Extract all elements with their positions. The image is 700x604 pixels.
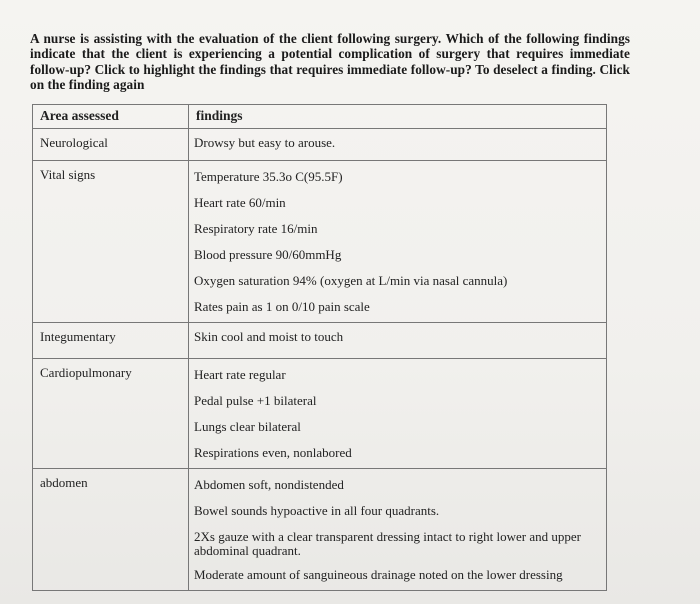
finding-item[interactable]: Skin cool and moist to touch [194,329,344,344]
finding-item[interactable]: Oxygen saturation 94% (oxygen at L/min via nasal cannula) [194,273,508,288]
finding-item[interactable]: Lungs clear bilateral [194,419,301,434]
findings-neurological [189,129,607,161]
findings-cardiopulmonary [189,359,607,469]
table-row [33,469,607,591]
finding-item[interactable]: Blood pressure 90/60mmHg [194,247,342,262]
table-row [33,323,607,359]
finding-item[interactable]: Temperature 35.3o C(95.5F) [194,169,343,184]
finding-item[interactable]: Rates pain as 1 on 0/10 pain scale [194,299,370,314]
table-header-row [33,105,607,129]
finding-item[interactable]: Bowel sounds hypoactive in all four quadrants. [194,503,440,518]
findings-vital-signs [189,161,607,323]
header-area-assessed: Area assessed [33,105,189,129]
finding-item[interactable]: Moderate amount of sanguineous drainage noted on the lower dressing [194,567,563,582]
table-row [33,129,607,161]
finding-item[interactable]: Pedal pulse +1 bilateral [194,393,317,408]
table-row [33,359,607,469]
finding-item[interactable]: Drowsy but easy to arouse. [194,135,336,150]
findings-table [32,104,607,591]
finding-item[interactable]: 2Xs gauze with a clear transparent dressing intact to right lower and upper abdominal quadrant. [194,529,581,558]
finding-item[interactable]: Abdomen soft, nondistended [194,477,344,492]
area-vital-signs: Vital signs [33,161,189,323]
area-abdomen: abdomen [33,469,189,591]
finding-item[interactable]: Respiratory rate 16/min [194,221,318,236]
question-text: A nurse is assisting with the evaluation of the client following surgery. Which of the following findings indicate that the client is experiencing a potential complication of surgery that requires immediate follow-up? Click to highlight the findings that requires immediate follow-up? To deselect a finding. Click on the finding again [30,31,630,93]
finding-item[interactable]: Respirations even, nonlabored [194,445,352,460]
finding-item[interactable]: Heart rate regular [194,367,286,382]
findings-integumentary [189,323,607,359]
findings-abdomen [189,469,607,591]
table-row [33,161,607,323]
finding-item[interactable]: Heart rate 60/min [194,195,286,210]
header-findings: findings [189,105,607,129]
area-integumentary: Integumentary [33,323,189,359]
area-neurological: Neurological [33,129,189,161]
area-cardiopulmonary: Cardiopulmonary [33,359,189,469]
